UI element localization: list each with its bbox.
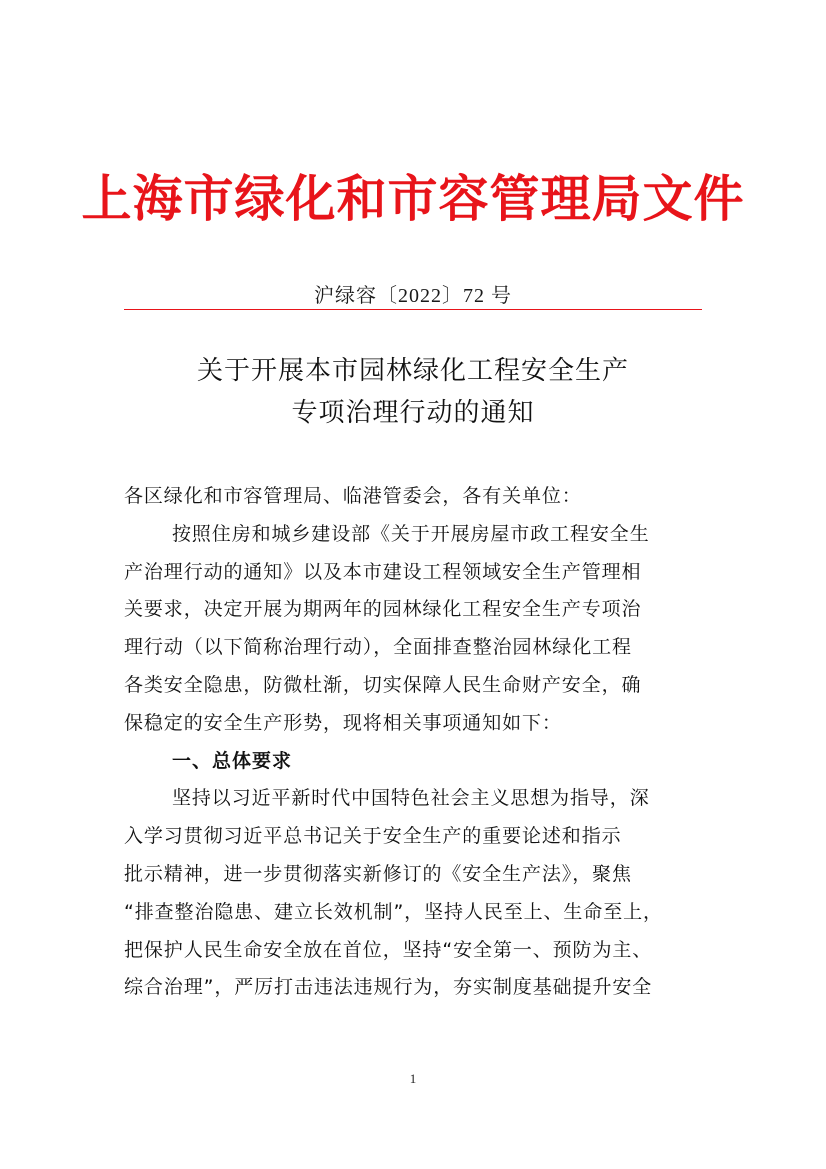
masthead-title: 上海市绿化和市容管理局文件 <box>81 171 745 227</box>
notice-title <box>0 350 826 434</box>
red-divider-line <box>124 309 702 310</box>
paragraph-line: 坚持以习近平新时代中国特色社会主义思想为指导，深 <box>172 787 650 810</box>
salutation: 各区绿化和市容管理局、临港管委会，各有关单位： <box>124 485 582 507</box>
title-line: 专项治理行动的通知 <box>291 398 535 428</box>
paragraph-line: 各类安全隐患，防微杜渐，切实保障人民生命财产安全，确 <box>124 673 642 696</box>
paragraph-line: 把保护人民生命安全放在首位，坚持“安全第一、预防为主、 <box>124 938 653 961</box>
page-number: 1 <box>409 1071 417 1086</box>
paragraph-line: 入学习贯彻习近平总书记关于安全生产的重要论述和指示 <box>124 825 622 848</box>
paragraph-line: “排查整治隐患、建立长效机制”，坚持人民至上、生命至上， <box>124 900 663 923</box>
document-number: 沪绿容〔2022〕72 号 <box>314 285 512 307</box>
paragraph-line: 产治理行动的通知》以及本市建设工程领域安全生产管理相 <box>124 560 642 583</box>
paragraph-line: 关要求，决定开展为期两年的园林绿化工程安全生产专项治 <box>124 598 642 621</box>
title-line: 关于开展本市园林绿化工程安全生产 <box>196 356 629 386</box>
paragraph-line: 保稳定的安全生产形势，现将相关事项通知如下： <box>124 711 562 734</box>
paragraph-line: 综合治理”，严厉打击违法违规行为，夯实制度基础提升安全 <box>124 976 653 999</box>
section-heading: 一、总体要求 <box>172 749 293 772</box>
body-text <box>124 478 702 1007</box>
paragraph-line: 批示精神，进一步贯彻落实新修订的《安全生产法》，聚焦 <box>124 862 632 885</box>
paragraph-line: 按照住房和城乡建设部《关于开展房屋市政工程安全生 <box>172 522 650 545</box>
paragraph-line: 理行动（以下简称治理行动），全面排查整治园林绿化工程 <box>124 636 632 659</box>
